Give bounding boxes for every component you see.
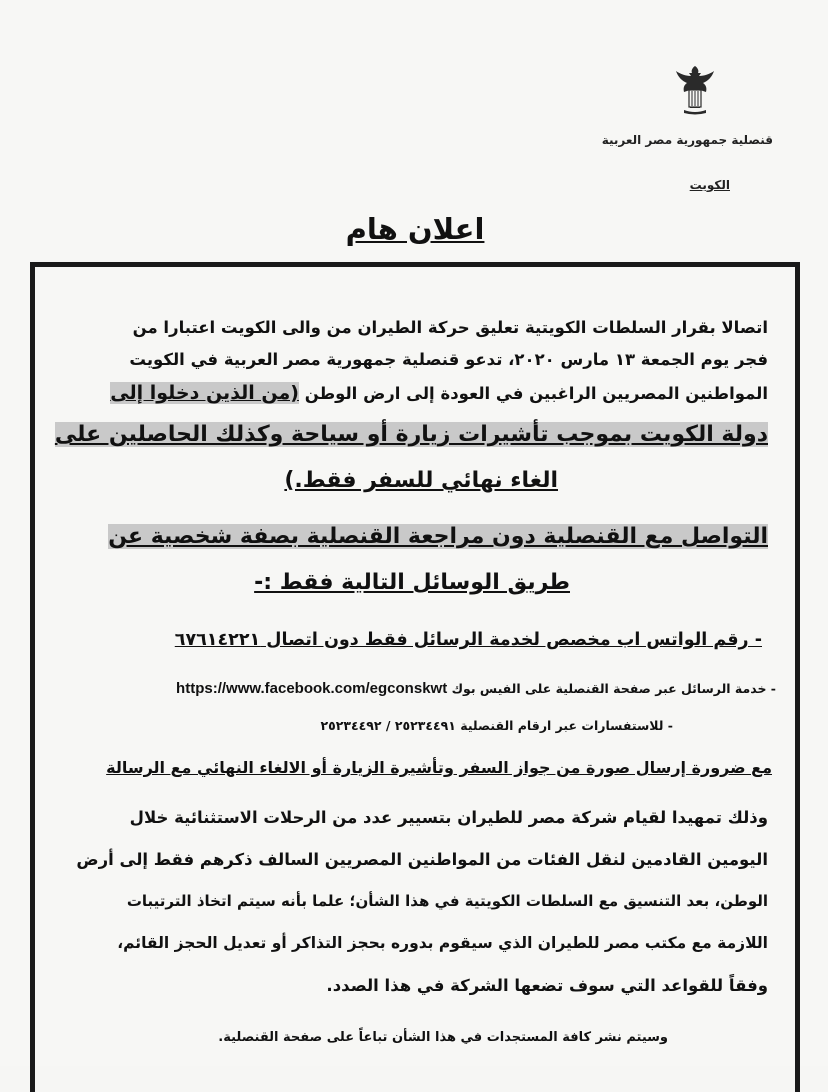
paragraph-2-line-1: وذلك تمهيدا لقيام شركة مصر للطيران بتسيير عدد من الرحلات الاستثنائية خلال	[129, 808, 768, 827]
highlight-visa-holders: دولة الكويت بموجب تأشيرات زيارة أو سياحة وكذلك الحاصلين على	[54, 422, 768, 447]
facebook-label: - خدمة الرسائل عبر صفحة القنصلية على الفيس بوك	[451, 681, 776, 696]
consulate-city: الكويت	[689, 178, 730, 192]
consulate-phones: - للاستفسارات عبر ارقام القنصلية ٢٥٢٣٤٤٩١ / ٢٥٢٣٤٤٩٢	[320, 718, 673, 733]
contact-heading-line-2: طريق الوسائل التالية فقط :-	[254, 570, 570, 595]
paragraph-1-line-2: فجر يوم الجمعة ١٣ مارس ٢٠٢٠، تدعو قنصلية جمهورية مصر العربية في الكويت	[129, 350, 768, 369]
consulate-name: قنصلية جمهورية مصر العربية	[601, 133, 773, 147]
paragraph-1-line-3-text: المواطنين المصريين الراغبين في العودة إلى ارض الوطن	[304, 384, 768, 403]
whatsapp-number: - رقم الواتس اب مخصص لخدمة الرسائل فقط دون اتصال ٦٧٦١٤٢٢١	[174, 630, 762, 650]
contact-heading-line-1: التواصل مع القنصلية دون مراجعة القنصلية بصفة شخصية عن	[108, 524, 768, 549]
paragraph-2-line-2: اليومين القادمين لنقل الفئات من المواطنين المصريين السالف ذكرهم فقط إلى أرض	[76, 850, 768, 869]
requirement-note: مع ضرورة إرسال صورة من جواز السفر وتأشيرة الزيارة أو الالغاء النهائي مع الرسالة	[106, 758, 772, 777]
highlight-final-cancellation: الغاء نهائي للسفر فقط.)	[284, 468, 558, 493]
facebook-url[interactable]: https://www.facebook.com/egconskwt	[176, 680, 448, 697]
closing-note: وسيتم نشر كافة المستجدات في هذا الشأن تباعاً على صفحة القنصلية.	[218, 1030, 668, 1045]
paragraph-1-line-3	[110, 382, 768, 404]
paragraph-2-line-4: اللازمة مع مكتب مصر للطيران الذي سيقوم بدوره بحجز التذاكر أو تعديل الحجز القائم،	[117, 934, 768, 952]
eagle-emblem-icon	[672, 64, 718, 116]
paragraph-1-line-1: اتصالا بقرار السلطات الكويتية تعليق حركة الطيران من والى الكويت اعتبارا من	[132, 318, 768, 337]
announcement-title: اعلان هام	[345, 212, 485, 246]
highlight-who-entered: (من الذين دخلوا إلى	[110, 382, 299, 404]
facebook-row	[176, 680, 776, 697]
paragraph-2-line-5: وفقاً للقواعد التي سوف تضعها الشركة في هذا الصدد.	[326, 976, 768, 995]
paragraph-2-line-3: الوطن، بعد التنسيق مع السلطات الكويتية في هذا الشأن؛ علما بأنه سيتم اتخاذ الترتيبات	[126, 892, 768, 910]
